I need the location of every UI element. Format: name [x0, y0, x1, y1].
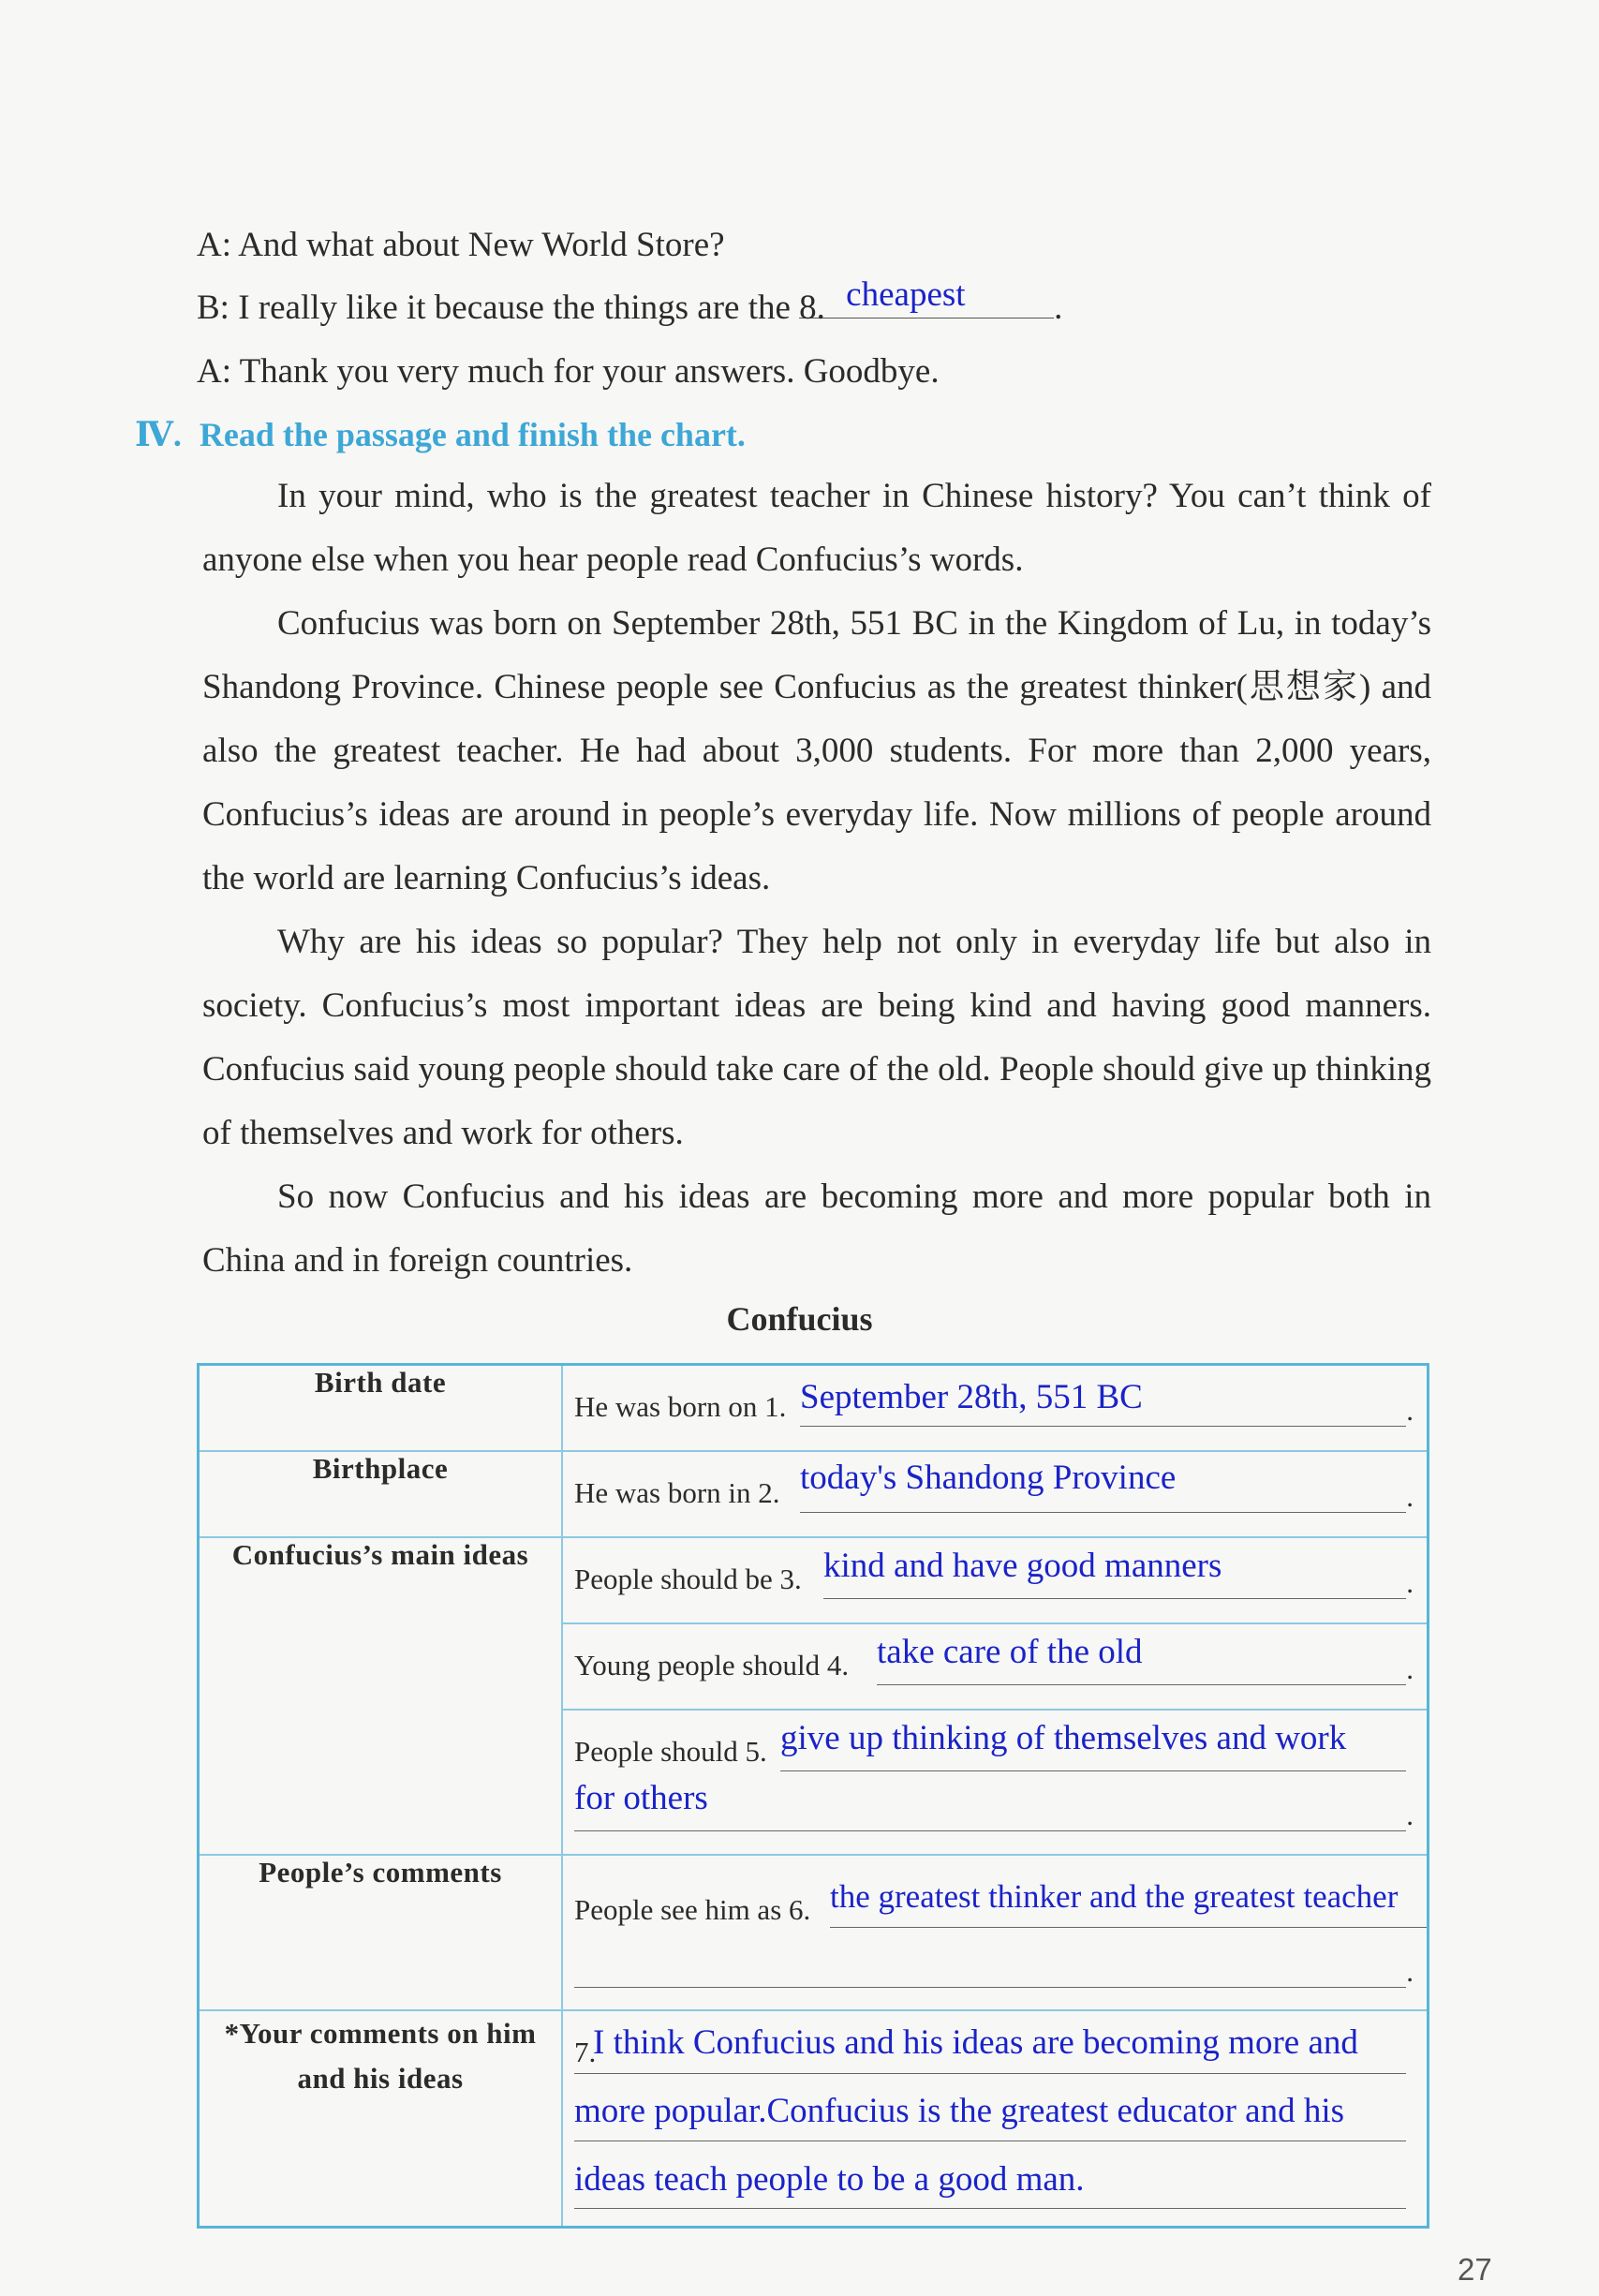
answer-line-3	[823, 1598, 1406, 1599]
answer-5-line-1: give up thinking of themselves and work	[780, 1718, 1347, 1757]
cell-birthplace[interactable]	[562, 1451, 1429, 1537]
answer-line-1	[800, 1426, 1406, 1427]
confucius-chart	[197, 1363, 1429, 2229]
dialogue-line-2-period: .	[1054, 289, 1063, 327]
answer-6: the greatest thinker and the greatest teacher	[830, 1877, 1399, 1915]
prefix-3: People should be 3.	[574, 1562, 802, 1595]
label-birthplace: Birthplace	[199, 1451, 563, 1537]
answer-line-4	[877, 1684, 1406, 1685]
passage-paragraph-1: In your mind, who is the greatest teacher in Chinese history? You can’t think of anyone else when you hear people read Confucius’s words.	[202, 477, 1431, 579]
answer-5-line-2: for others	[574, 1778, 708, 1817]
cell-your-comments-7[interactable]	[562, 2010, 1429, 2228]
answer-line-7b	[574, 2140, 1406, 2141]
passage-paragraph-2: Confucius was born on September 28th, 551 BC in the Kingdom of Lu, in today’s Shandong Province. Chinese people see Confucius as the greatest thinker(思想家) and also the greatest teacher. He had about 3,000 students. For more than 2,000 years, Confucius’s ideas are around in people’s everyday life. Now millions of people around the world are learning Confucius’s ideas.	[202, 604, 1431, 897]
dialogue-line-2	[197, 275, 1063, 331]
answer-7-line-2: more popular.Confucius is the greatest educator and his	[574, 2091, 1345, 2130]
period-3: .	[1406, 1565, 1414, 1599]
cell-idea-5[interactable]	[562, 1710, 1429, 1855]
answer-blank-8[interactable]	[799, 275, 1054, 327]
passage-paragraph-4: So now Confucius and his ideas are becoming more and more popular both in China and in foreign countries.	[202, 1178, 1431, 1280]
label-peoples-comments: People’s comments	[199, 1855, 563, 2010]
answer-line-5a	[780, 1770, 1406, 1771]
answer-line-6a	[830, 1927, 1427, 1928]
cell-idea-3[interactable]	[562, 1537, 1429, 1623]
answer-4: take care of the old	[877, 1632, 1143, 1671]
prefix-5: People should 5.	[574, 1734, 767, 1768]
prefix-4: Young people should 4.	[574, 1648, 850, 1681]
answer-7-line-1: I think Confucius and his ideas are becoming more and	[593, 2022, 1358, 2062]
answer-line-7c	[574, 2208, 1406, 2209]
dialogue-line-3: A: Thank you very much for your answers. Goodbye.	[197, 352, 940, 391]
answer-7-line-3: ideas teach people to be a good man.	[574, 2159, 1085, 2199]
dialogue-line-1: A: And what about New World Store?	[197, 226, 725, 264]
cell-comments-6[interactable]	[562, 1855, 1429, 2010]
period-6: .	[1406, 1954, 1414, 1988]
answer-1: September 28th, 551 BC	[800, 1378, 1143, 1416]
answer-3: kind and have good manners	[823, 1546, 1222, 1585]
page-number: 27	[1458, 2252, 1492, 2287]
answer-line-2	[800, 1512, 1406, 1513]
section-heading	[135, 412, 746, 457]
answer-2: today's Shandong Province	[800, 1458, 1177, 1497]
label-birth-date: Birth date	[199, 1365, 563, 1451]
label-your-comments-line-2: and his ideas	[297, 2061, 464, 2095]
prefix-1: He was born on 1.	[574, 1390, 787, 1423]
period-4: .	[1406, 1652, 1414, 1685]
blank-8-number: 8.	[799, 289, 825, 327]
label-your-comments	[199, 2010, 563, 2228]
answer-line-6b	[574, 1987, 1406, 1988]
section-title: Read the passage and finish the chart.	[199, 416, 746, 453]
period-1: .	[1406, 1394, 1414, 1427]
answer-line-5b	[574, 1830, 1406, 1831]
cell-birth-date[interactable]	[562, 1365, 1429, 1451]
dialogue-line-2-text: B: I really like it because the things are the	[197, 289, 800, 327]
section-number: Ⅳ.	[135, 416, 182, 453]
answer-8: cheapest	[846, 275, 966, 314]
period-5: .	[1406, 1798, 1414, 1831]
period-2: .	[1406, 1479, 1414, 1513]
prefix-2: He was born in 2.	[574, 1475, 780, 1509]
passage-paragraph-3: Why are his ideas so popular? They help not only in everyday life but also in society. Confucius’s most important ideas are being kind and having good manners. Confucius said young people should take care of the old. People should give up thinking of themselves and work for others.	[202, 923, 1431, 1152]
cell-idea-4[interactable]	[562, 1623, 1429, 1710]
answer-line-7a	[574, 2073, 1406, 2074]
chart-title: Confucius	[726, 1300, 873, 1338]
label-main-ideas: Confucius’s main ideas	[199, 1537, 563, 1855]
prefix-7: 7.	[574, 2035, 597, 2068]
prefix-6: People see him as 6.	[574, 1892, 811, 1926]
label-your-comments-line-1: *Your comments on him	[224, 2016, 537, 2050]
